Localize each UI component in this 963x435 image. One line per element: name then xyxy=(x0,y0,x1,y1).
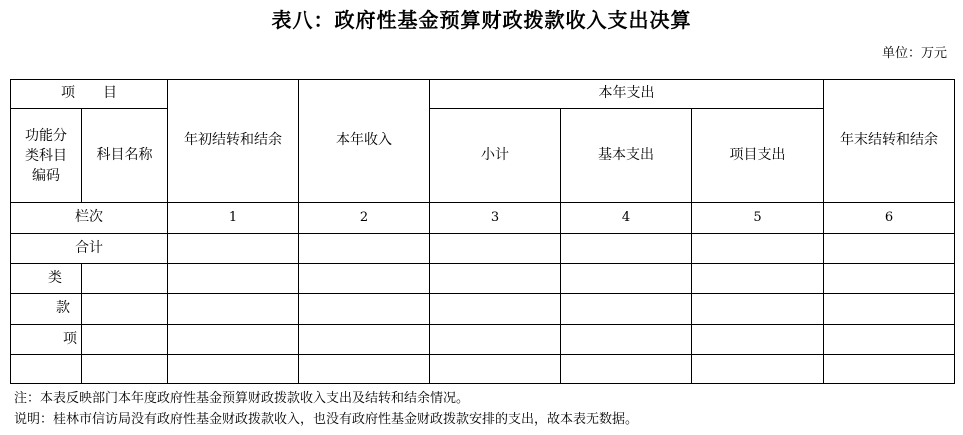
table-cell xyxy=(692,234,824,264)
column-number-6: 6 xyxy=(824,203,955,234)
table-cell xyxy=(11,355,82,384)
column-number-3: 3 xyxy=(430,203,561,234)
table-cell xyxy=(299,264,430,294)
column-index-label: 栏次 xyxy=(11,203,168,234)
header-subtotal: 小计 xyxy=(430,109,561,203)
header-subject-name: 科目名称 xyxy=(82,109,168,203)
table-cell xyxy=(82,264,168,294)
row-label-kuan-text: 款 xyxy=(56,300,70,317)
row-label-xiang-text: 项 xyxy=(63,330,77,347)
header-project-expense: 项目支出 xyxy=(692,109,824,203)
column-number-5: 5 xyxy=(692,203,824,234)
table-cell xyxy=(168,325,299,355)
table-cell xyxy=(824,325,955,355)
table-cell xyxy=(561,355,692,384)
table-cell xyxy=(430,264,561,294)
budget-table xyxy=(10,79,955,384)
header-closing-balance: 年末结转和结余 xyxy=(824,80,955,203)
table-row xyxy=(11,325,955,355)
table-cell xyxy=(168,264,299,294)
column-index-row xyxy=(11,203,955,234)
header-basic-expense: 基本支出 xyxy=(561,109,692,203)
table-cell xyxy=(561,264,692,294)
table-cell xyxy=(824,264,955,294)
header-current-income: 本年收入 xyxy=(299,80,430,203)
table-cell xyxy=(692,355,824,384)
footnote-1: 注：本表反映部门本年度政府性基金预算财政拨款收入支出及结转和结余情况。 xyxy=(14,391,470,406)
header-current-expense: 本年支出 xyxy=(430,80,824,109)
column-number-1: 1 xyxy=(168,203,299,234)
table-cell xyxy=(168,355,299,384)
header-opening-balance: 年初结转和结余 xyxy=(168,80,299,203)
header-func-code-text: 功能分类科目编码 xyxy=(25,127,67,184)
header-item: 项 目 xyxy=(11,80,168,109)
table-cell xyxy=(692,264,824,294)
table-cell xyxy=(824,355,955,384)
table-cell xyxy=(430,325,561,355)
table-cell xyxy=(82,325,168,355)
table-cell xyxy=(299,294,430,325)
unit-label: 单位：万元 xyxy=(881,46,947,61)
row-label-class xyxy=(11,264,82,294)
row-label-xiang xyxy=(11,325,82,355)
table-cell xyxy=(82,294,168,325)
header-row-2 xyxy=(11,109,955,203)
row-label-kuan xyxy=(11,294,82,325)
table-row xyxy=(11,264,955,294)
total-row xyxy=(11,234,955,264)
footnotes xyxy=(14,388,638,430)
page-title: 表八：政府性基金预算财政拨款收入支出决算 xyxy=(271,8,692,32)
header-func-code xyxy=(11,109,82,203)
row-label-class-text: 类 xyxy=(48,269,62,286)
table-cell xyxy=(299,325,430,355)
table-cell xyxy=(430,234,561,264)
table-cell xyxy=(82,355,168,384)
table-cell xyxy=(299,234,430,264)
table-row xyxy=(11,294,955,325)
header-row-1 xyxy=(11,80,955,109)
table-cell xyxy=(561,325,692,355)
column-number-2: 2 xyxy=(299,203,430,234)
table-cell xyxy=(430,294,561,325)
footnote-2: 说明：桂林市信访局没有政府性基金财政拨款收入，也没有政府性基金财政拨款安排的支出，故本表无数据。 xyxy=(14,412,639,427)
table-cell xyxy=(561,234,692,264)
column-number-4: 4 xyxy=(561,203,692,234)
table-cell xyxy=(692,294,824,325)
total-label: 合计 xyxy=(11,234,168,264)
table-row xyxy=(11,355,955,384)
table-cell xyxy=(824,234,955,264)
table-cell xyxy=(692,325,824,355)
table-cell xyxy=(561,294,692,325)
table-cell xyxy=(824,294,955,325)
table-cell xyxy=(168,294,299,325)
table-cell xyxy=(430,355,561,384)
table-cell xyxy=(299,355,430,384)
table-cell xyxy=(168,234,299,264)
